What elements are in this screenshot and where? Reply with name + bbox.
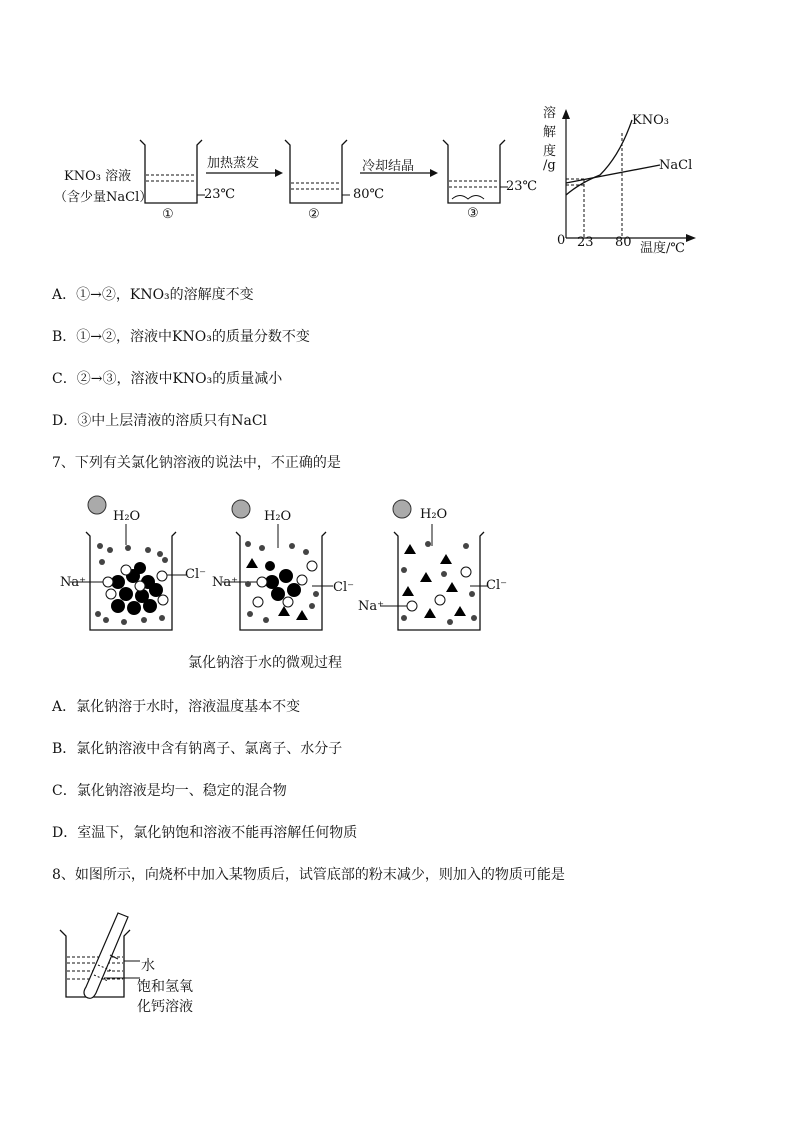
q7-option-c[interactable]: C．氯化钠溶液是均一、稳定的混合物 [52,783,287,799]
q8-stem: 8、如图所示，向烧杯中加入某物质后，试管底部的粉末减少，则加入的物质可能是 [52,867,565,883]
label-beaker-3: ③ [467,206,479,221]
label-step-heat: 加热蒸发 [207,156,260,171]
label-temp-3: 23℃ [506,179,538,194]
graph-origin: 0 [557,233,566,248]
label-water: 水 [141,958,155,974]
q6-option-c[interactable]: C．②→③，溶液中KNO₃的质量减小 [52,371,283,387]
label-temp-2: 80℃ [353,187,385,202]
graph-ylabel-4: /g [543,158,556,173]
test-tube [84,913,128,998]
label-beaker-1: ① [162,207,174,222]
q7-option-a[interactable]: A．氯化钠溶于水时，溶液温度基本不变 [52,699,301,715]
graph-label-kno3: KNO₃ [632,113,669,128]
label-cl-a: Cl⁻ [185,567,206,582]
graph-ylabel-3: 度 [543,144,557,159]
graph-ylabel-1: 溶 [543,106,557,121]
label-solution-2: 化钙溶液 [137,999,193,1015]
label-temp-1: 23℃ [204,187,236,202]
label-na-c: Na⁺ [358,599,384,614]
q6-option-b[interactable]: B．①→②，溶液中KNO₃的质量分数不变 [52,329,310,345]
figure-caption: 氯化钠溶于水的微观过程 [188,655,342,671]
nacl-curve [566,165,660,183]
label-step-cool: 冷却结晶 [362,159,415,174]
label-h2o-b: H₂O [264,509,292,524]
beaker-3 [443,140,508,203]
label-beaker-2: ② [308,207,320,222]
label-cl-b: Cl⁻ [333,580,354,595]
label-h2o-a: H₂O [113,509,141,524]
q7-stem: 7、下列有关氯化钠溶液的说法中，不正确的是 [52,455,341,471]
q6-option-d[interactable]: D．③中上层清液的溶质只有NaCl [52,413,268,429]
graph-xlabel: 温度/℃ [640,241,685,256]
graph-label-nacl: NaCl [659,158,693,173]
q6-option-a[interactable]: A．①→②，KNO₃的溶解度不变 [52,287,254,303]
label-h2o-c: H₂O [420,507,448,522]
graph-tick-23: 23 [577,235,594,250]
q7-option-d[interactable]: D．室温下，氯化钠饱和溶液不能再溶解任何物质 [52,825,358,841]
graph-tick-80: 80 [615,235,632,250]
beaker-2 [285,140,350,203]
label-solution-1: 饱和氢氧 [137,979,193,995]
label-na-b: Na⁺ [212,575,238,590]
label-impurity: （含少量NaCl） [54,190,153,205]
solubility-graph [562,109,696,242]
label-na-a: Na⁺ [60,575,86,590]
label-kno3-solution: KNO₃ 溶液 [64,169,132,184]
label-cl-c: Cl⁻ [486,578,507,593]
graph-ylabel-2: 解 [543,125,557,140]
q7-option-b[interactable]: B．氯化钠溶液中含有钠离子、氯离子、水分子 [52,741,343,757]
